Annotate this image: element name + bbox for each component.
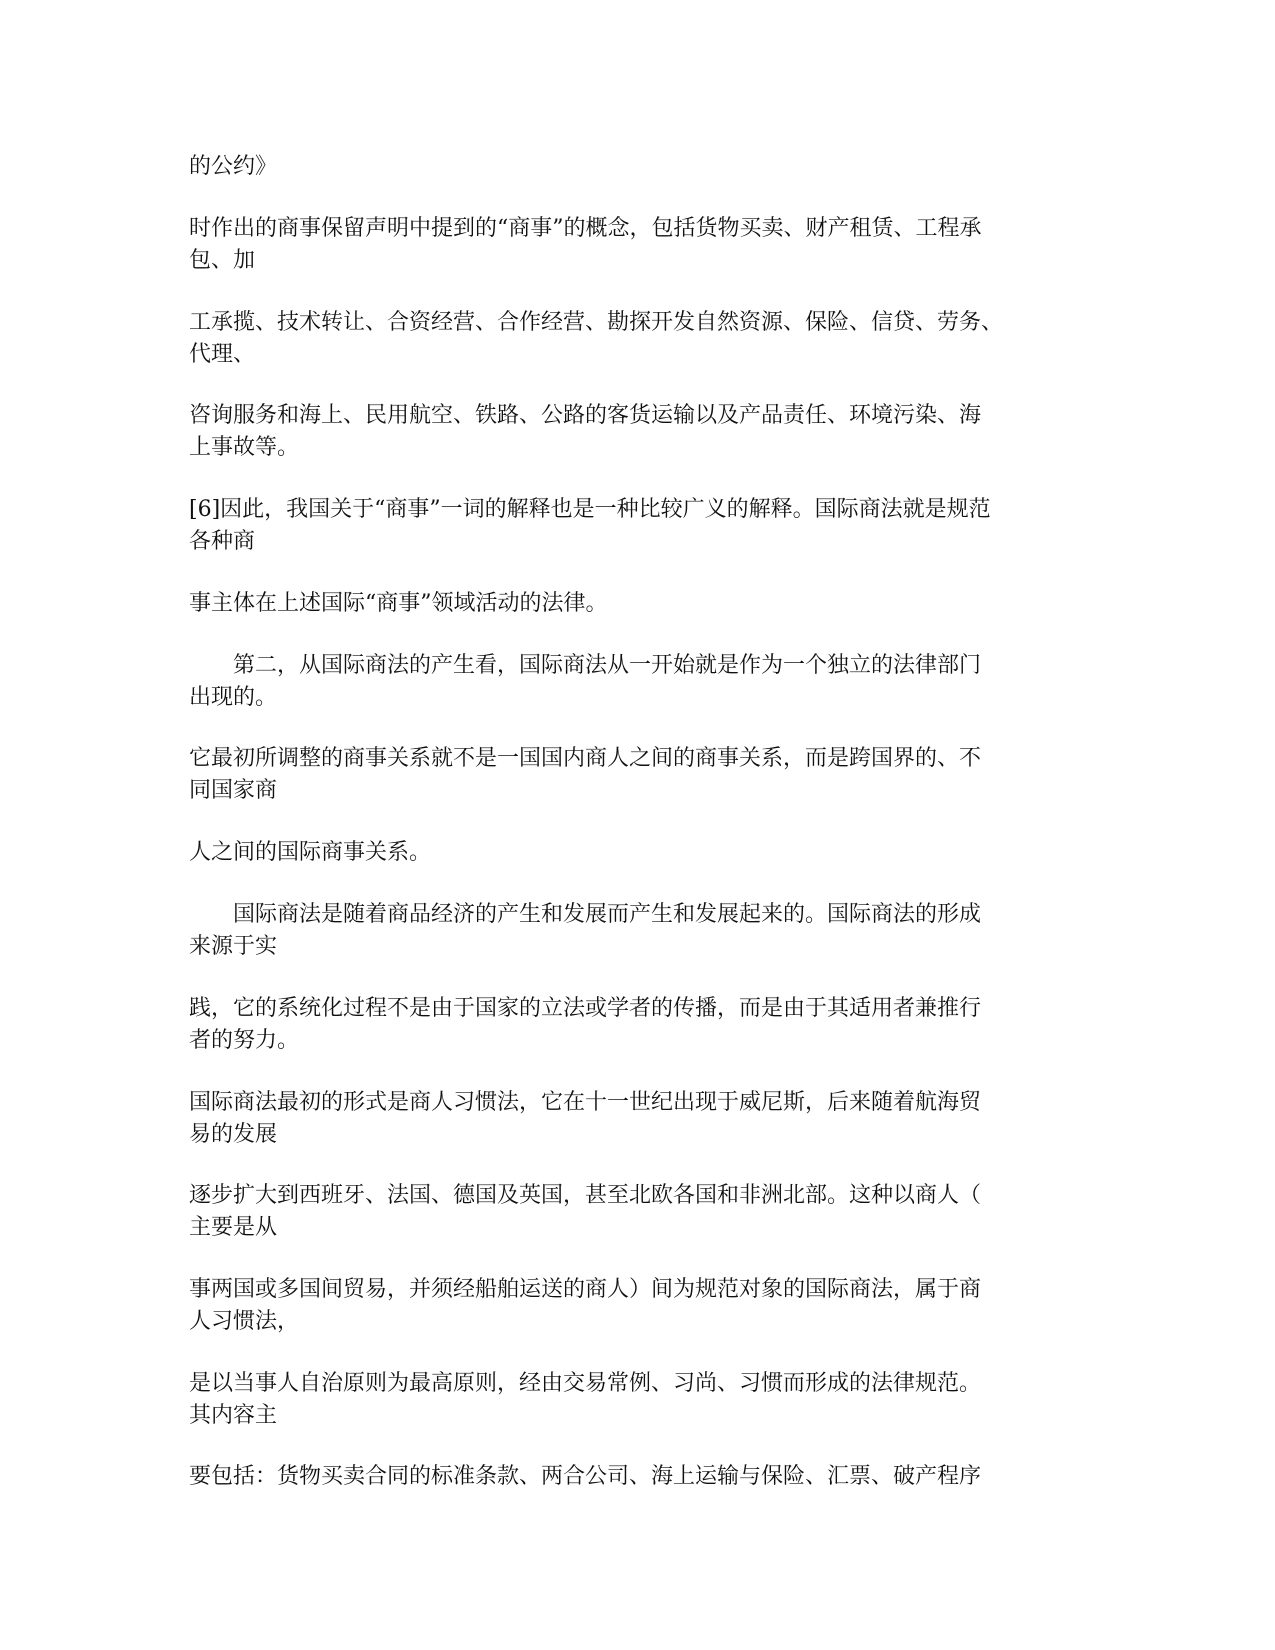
paragraph-10: 国际商法是随着商品经济的产生和发展而产生和发展起来的。国际商法的形成 来源于实 bbox=[189, 902, 982, 959]
paragraph-2: 时作出的商事保留声明中提到的“商事”的概念，包括货物买卖、财产租赁、工程承 包、加 bbox=[189, 216, 982, 273]
paragraph-9: 人之间的国际商事关系。 bbox=[189, 840, 432, 865]
paragraph-14: 事两国或多国间贸易，并须经船舶运送的商人）间为规范对象的国际商法，属于商 人习惯法， bbox=[189, 1277, 982, 1334]
paragraph-13: 逐步扩大到西班牙、法国、德国及英国，甚至北欧各国和非洲北部。这种以商人（ 主要是从 bbox=[189, 1183, 982, 1240]
paragraph-4: 咨询服务和海上、民用航空、铁路、公路的客货运输以及产品责任、环境污染、海 上事故等。 bbox=[189, 403, 982, 460]
paragraph-16: 要包括：货物买卖合同的标准条款、两合公司、海上运输与保险、汇票、破产程序 bbox=[189, 1464, 982, 1489]
paragraph-7: 第二，从国际商法的产生看，国际商法从一开始就是作为一个独立的法律部门 出现的。 bbox=[189, 653, 982, 710]
paragraph-5: [6]因此，我国关于“商事”一词的解释也是一种比较广义的解释。国际商法就是规范 各种商 bbox=[189, 497, 991, 554]
paragraph-8: 它最初所调整的商事关系就不是一国国内商人之间的商事关系，而是跨国界的、不 同国家商 bbox=[189, 746, 982, 803]
paragraph-15: 是以当事人自治原则为最高原则，经由交易常例、习尚、习惯而形成的法律规范。 其内容主 bbox=[189, 1371, 982, 1428]
paragraph-11: 践，它的系统化过程不是由于国家的立法或学者的传播，而是由于其适用者兼推行 者的努力。 bbox=[189, 996, 982, 1053]
paragraph-6: 事主体在上述国际“商事”领域活动的法律。 bbox=[189, 591, 608, 616]
paragraph-12: 国际商法最初的形式是商人习惯法，它在十一世纪出现于威尼斯，后来随着航海贸 易的发展 bbox=[189, 1090, 982, 1147]
paragraph-3: 工承揽、技术转让、合资经营、合作经营、勘探开发自然资源、保险、信贷、劳务、 代理、 bbox=[189, 310, 1004, 367]
paragraph-1: 的公约》 bbox=[189, 154, 278, 179]
